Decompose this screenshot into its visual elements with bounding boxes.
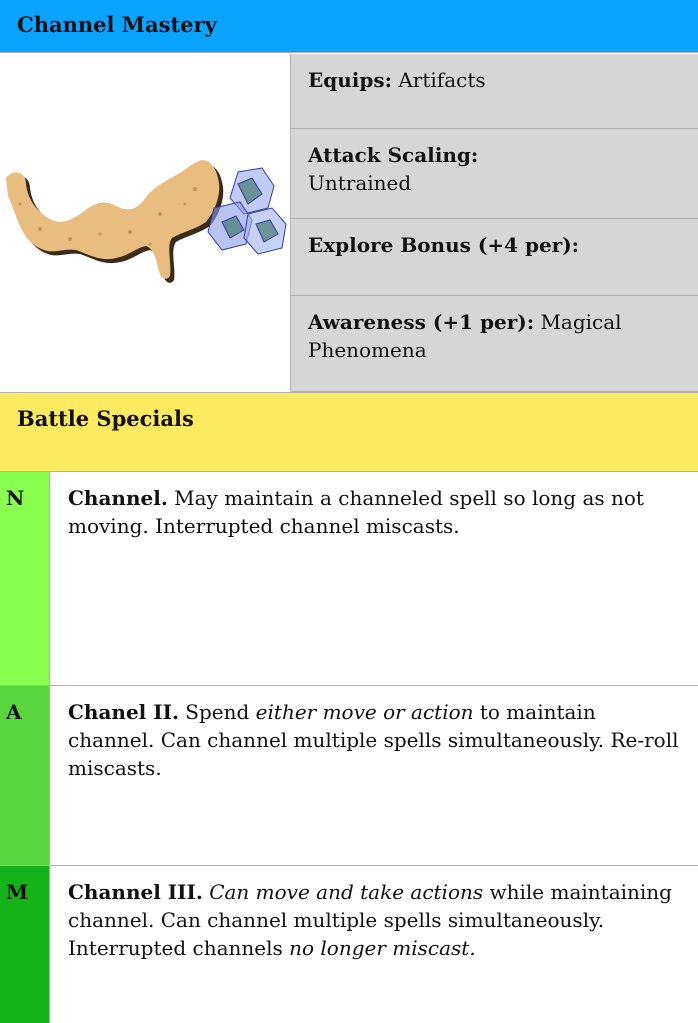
special-text: May maintain a channeled spell so long as not moving. Interrupted channel miscasts. — [68, 486, 644, 538]
awareness-value: Magical Phenomena — [308, 310, 622, 362]
special-description — [51, 472, 698, 685]
tier-label: A — [0, 686, 50, 865]
special-name: Chanel II. — [68, 700, 179, 724]
tier-label: N — [0, 472, 50, 685]
battle-specials-header: Battle Specials — [0, 392, 698, 472]
special-emphasis: no longer miscast. — [289, 936, 476, 960]
tier-label: M — [0, 866, 50, 1023]
equips-value: Artifacts — [398, 68, 486, 92]
special-name: Channel III. — [68, 880, 203, 904]
channel-mastery-artifact-icon — [0, 54, 290, 391]
attack-scaling-label: Attack Scaling: — [308, 143, 479, 167]
special-text: while maintaining channel. Can channel multiple spells simultaneously. Interrupted channels — [68, 880, 672, 960]
equips-stat — [291, 54, 698, 129]
explore-bonus-label: Explore Bonus (+4 per): — [308, 233, 580, 257]
attack-scaling-stat — [291, 129, 698, 219]
special-text: to maintain channel. Can channel multiple spells simultaneously. Re-roll miscasts. — [68, 700, 679, 780]
awareness-label: Awareness (+1 per): — [308, 310, 535, 334]
special-emphasis: Can move and take actions — [209, 880, 484, 904]
equips-label: Equips: — [308, 68, 392, 92]
special-text: Spend — [178, 700, 256, 724]
special-description — [51, 866, 698, 1023]
awareness-stat — [291, 296, 698, 392]
special-emphasis: either move or action — [255, 700, 474, 724]
artifact-image-cell — [0, 54, 291, 391]
special-row-novice — [0, 472, 698, 686]
card-title: Channel Mastery — [0, 0, 698, 53]
special-description — [51, 686, 698, 865]
special-row-master — [0, 866, 698, 1023]
explore-bonus-stat — [291, 219, 698, 296]
attack-scaling-value: Untrained — [308, 171, 412, 195]
special-name: Channel. — [68, 486, 168, 510]
special-row-adept — [0, 686, 698, 866]
